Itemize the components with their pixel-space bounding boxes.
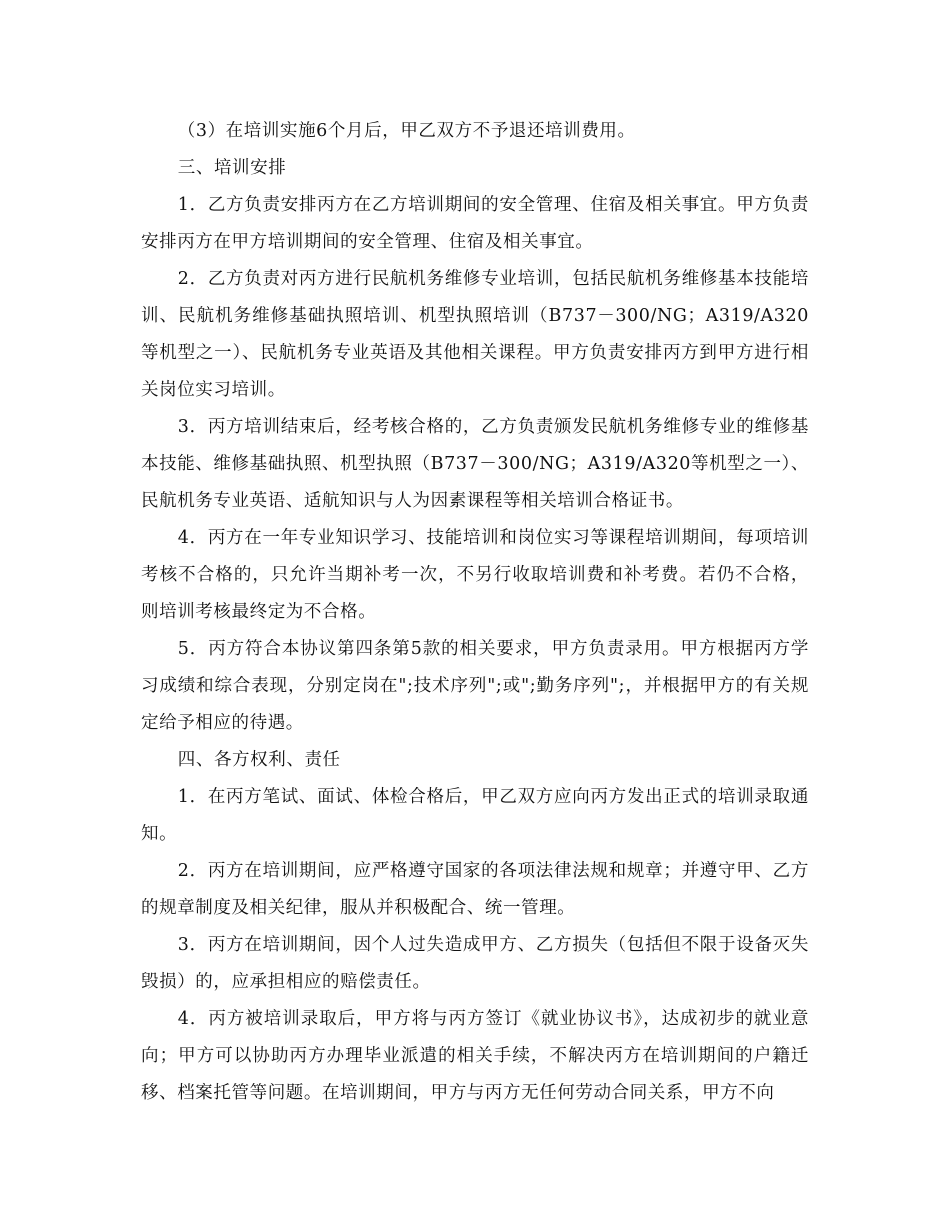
document-body xyxy=(141,113,809,1112)
clause-employment-placement: 5．丙方符合本协议第四条第5款的相关要求，甲方负责录用。甲方根据丙方学习成绩和综合表现，分别定岗在";技术序列";或";勤务序列";，并根据甲方的有关规定给予相应的待遇。 xyxy=(141,639,809,733)
section-heading-rights-responsibilities: 四、各方权利、责任 xyxy=(177,750,341,770)
clause-certificates: 3．丙方培训结束后，经考核合格的，乙方负责颁发民航机务维修专业的维修基本技能、维修基础执照、机型执照（B737－300/NG；A319/A320等机型之一）、民航机务专业英语、适航知识与人为因素课程等相关培训合格证书。 xyxy=(141,417,809,511)
clause-safety-management: 1．乙方负责安排丙方在乙方培训期间的安全管理、住宿及相关事宜。甲方负责安排丙方在甲方培训期间的安全管理、住宿及相关事宜。 xyxy=(141,195,809,252)
clause-employment-agreement: 4．丙方被培训录取后，甲方将与丙方签订《就业协议书》，达成初步的就业意向；甲方可以协助丙方办理毕业派遣的相关手续，不解决丙方在培训期间的户籍迁移、档案托管等问题。在培训期间，甲方与丙方无任何劳动合同关系，甲方不向 xyxy=(141,1009,809,1103)
clause-refund-after-6-months: （3）在培训实施6个月后，甲乙双方不予退还培训费用。 xyxy=(177,121,636,141)
clause-discipline: 2．丙方在培训期间，应严格遵守国家的各项法律法规和规章；并遵守甲、乙方的规章制度及相关纪律，服从并积极配合、统一管理。 xyxy=(141,861,809,918)
section-heading-training-arrangement: 三、培训安排 xyxy=(177,158,287,178)
clause-compensation: 3．丙方在培训期间，因个人过失造成甲方、乙方损失（包括但不限于设备灭失毁损）的，应承担相应的赔偿责任。 xyxy=(141,935,809,992)
clause-make-up-exam: 4．丙方在一年专业知识学习、技能培训和岗位实习等课程培训期间，每项培训考核不合格的，只允许当期补考一次，不另行收取培训费和补考费。若仍不合格，则培训考核最终定为不合格。 xyxy=(141,528,809,622)
clause-admission-notice: 1．在丙方笔试、面试、体检合格后，甲乙双方应向丙方发出正式的培训录取通知。 xyxy=(141,787,809,844)
clause-professional-training: 2．乙方负责对丙方进行民航机务维修专业培训，包括民航机务维修基本技能培训、民航机务维修基础执照培训、机型执照培训（B737－300/NG；A319/A320等机型之一）、民航机务专业英语及其他相关课程。甲方负责安排丙方到甲方进行相关岗位实习培训。 xyxy=(141,269,809,400)
